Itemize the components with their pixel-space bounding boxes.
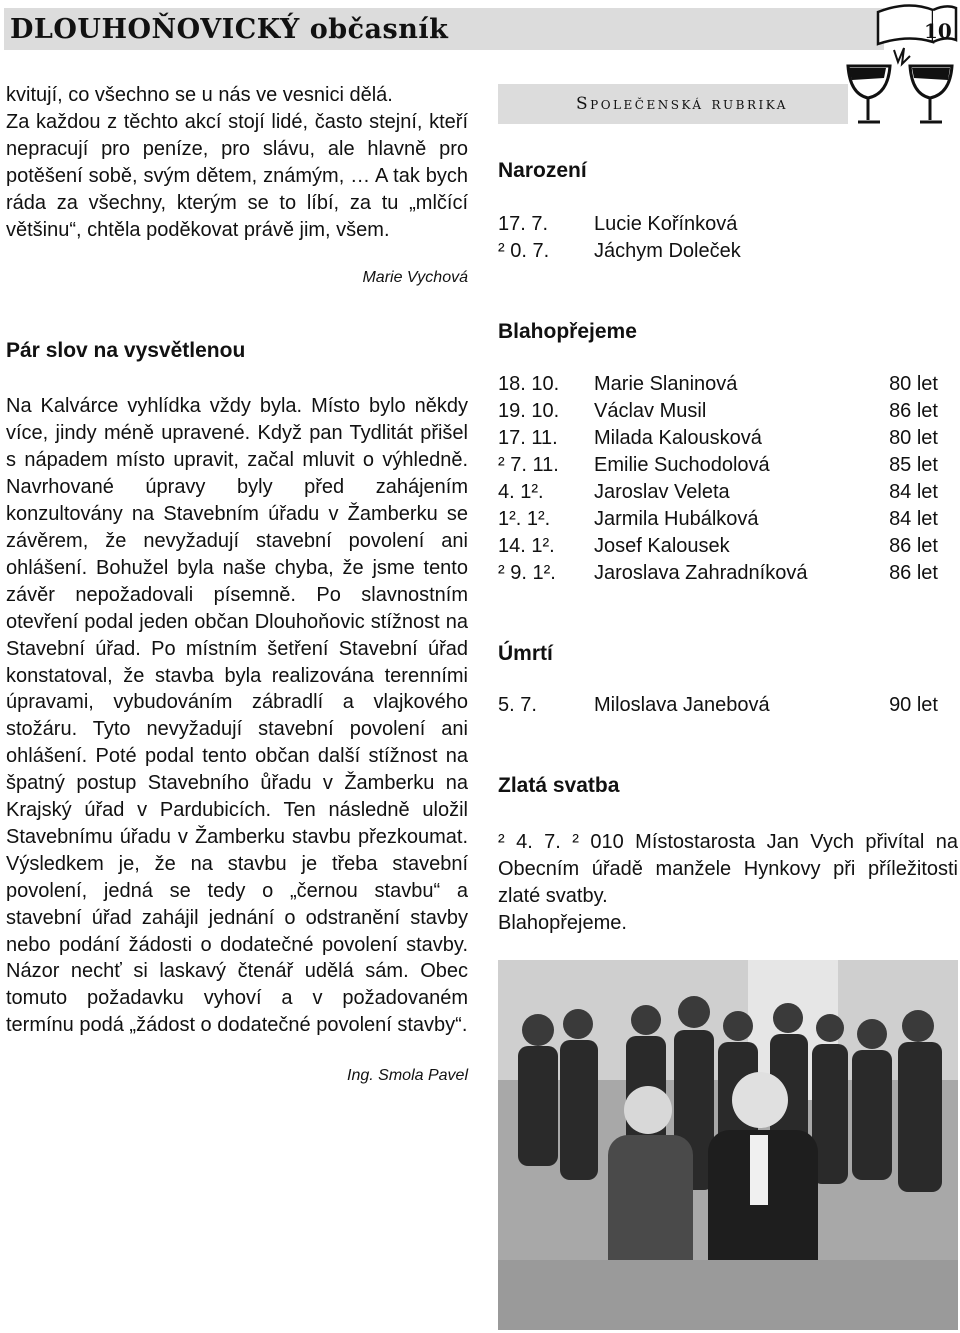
congrats-heading: Blahopřejeme [498, 320, 637, 343]
rubric-entry [498, 427, 938, 454]
entry-name: Miloslava Janebová [594, 694, 770, 716]
rubric-entry [498, 373, 938, 400]
entry-date: 14. 1². [498, 535, 555, 557]
entry-age: 84 let [889, 508, 938, 530]
book-toast-icon [838, 0, 960, 140]
group-photo [498, 960, 958, 1330]
rubric-entry [498, 454, 938, 481]
entry-age: 80 let [889, 373, 938, 395]
entry-name: Václav Musil [594, 400, 707, 422]
entry-name: Jarmila Hubálková [594, 508, 759, 530]
entry-date: 19. 10. [498, 400, 560, 422]
group-photo-image [498, 960, 958, 1330]
newsletter-title: DLOUHOŇOVICKÝ občasník [10, 14, 449, 45]
rubric-entry [498, 481, 938, 508]
entry-age: 85 let [889, 454, 938, 476]
entry-name: Lucie Kořínková [594, 213, 738, 235]
entry-name: Jaroslava Zahradníková [594, 562, 808, 584]
article-author: Ing. Smola Pavel [347, 1067, 468, 1085]
rubric-entry [498, 213, 938, 240]
entry-date: 18. 10. [498, 373, 560, 395]
wedding-text: ² 4. 7. ² 010 Místostarosta Jan Vych přivítal na Obecním úřadě manžele Hynkovy při příležitosti zlaté svatby. Blahopřejeme. [498, 831, 958, 934]
deaths-heading: Úmrtí [498, 642, 553, 665]
rubric-entry [498, 694, 938, 721]
rubric-entry [498, 508, 938, 535]
entry-age: 90 let [889, 694, 938, 716]
entry-name: Josef Kalousek [594, 535, 730, 557]
births-heading: Narození [498, 159, 587, 182]
entry-date: 17. 11. [498, 427, 558, 449]
entry-date: 4. 1². [498, 481, 544, 503]
entry-name: Emilie Suchodolová [594, 454, 770, 476]
entry-date: ² 7. 11. [498, 454, 559, 476]
entry-age: 86 let [889, 562, 938, 584]
intro-paragraph: kvitují, co všechno se u nás ve vesnici dělá. Za každou z těchto akcí stojí lidé, často stejní, kteří nepracují pro peníze, pro slávu, ale hlavně pro potěšení sobě, svým dětem, známým, … A tak bych ráda za všechny, kterým se to líbí, za tu „mlčící většinu“, chtěla poděkovat právě jim, všem. [6, 84, 468, 241]
rubric-entry [498, 535, 938, 562]
rubric-entry [498, 400, 938, 427]
entry-name: Jaroslav Veleta [594, 481, 730, 503]
left-column [6, 82, 468, 1085]
entry-name: Milada Kalousková [594, 427, 762, 449]
entry-age: 84 let [889, 481, 938, 503]
article-heading: Pár slov na vysvětlenou [6, 339, 246, 363]
article-paragraph: Na Kalvárce vyhlídka vždy byla. Místo bylo někdy více, jindy méně upravené. Když pan Tydlitát přišel s nápadem místo upravit, začal mluvit o výhledně. Navrhované úpravy byly před zahájením konzultovány na Stavebním úřadu v Žamberku se závěrem, že nevyžadují stavební povolení ani ohlášení. Bohužel byla naše chyba, že jsme tento závěr nepožadovali písemně. Po slavnostním otevření podal jeden občan Dlouhoňovic stížnost na Stavební úřad. Po místním šetření Stavební úřad konstatoval, že stavba byla realizována terenními úpravami, vybudováním zábradlí a vlajkového stožáru. Tyto nevyžadují stavební povolení ani ohlášení. Poté podal tento občan další stížnost na špatný postup Stavebního ůřadu v Žamberku na Krajský úřad v Pardubicích. Ten následně uložil Stavebnímu úřadu v Žamberku stavbu přezkoumat. Výsledkem je, že na stavbu je třeba stavební povolení, jedná se tedy o „černou stavbu“ a stavební úřad zahájil jednání o odstranění stavby nebo podání žádosti o dodatečné povolení stavby. Názor nechť si laskavý čtenář udělá sám. Obec tomuto požadavku vyhoví a v požadovaném termínu podá „žádost o dodatečné povolení stavby“. [6, 395, 468, 1037]
rubric-title: Společenská rubrika [576, 94, 788, 114]
intro-author: Marie Vychová [362, 269, 468, 287]
entry-age: 86 let [889, 400, 938, 422]
entry-date: ² 0. 7. [498, 240, 550, 262]
entry-name: Marie Slaninová [594, 373, 738, 395]
entry-date: 17. 7. [498, 213, 549, 235]
entry-name: Jáchym Doleček [594, 240, 741, 262]
entry-date: 5. 7. [498, 694, 537, 716]
entry-age: 86 let [889, 535, 938, 557]
entry-age: 80 let [889, 427, 938, 449]
page-number: 10 [924, 19, 952, 43]
entry-date: 1². 1². [498, 508, 551, 530]
rubric-entry [498, 562, 938, 589]
wedding-heading: Zlatá svatba [498, 774, 620, 797]
rubric-entry [498, 240, 938, 267]
entry-date: ² 9. 1². [498, 562, 556, 584]
